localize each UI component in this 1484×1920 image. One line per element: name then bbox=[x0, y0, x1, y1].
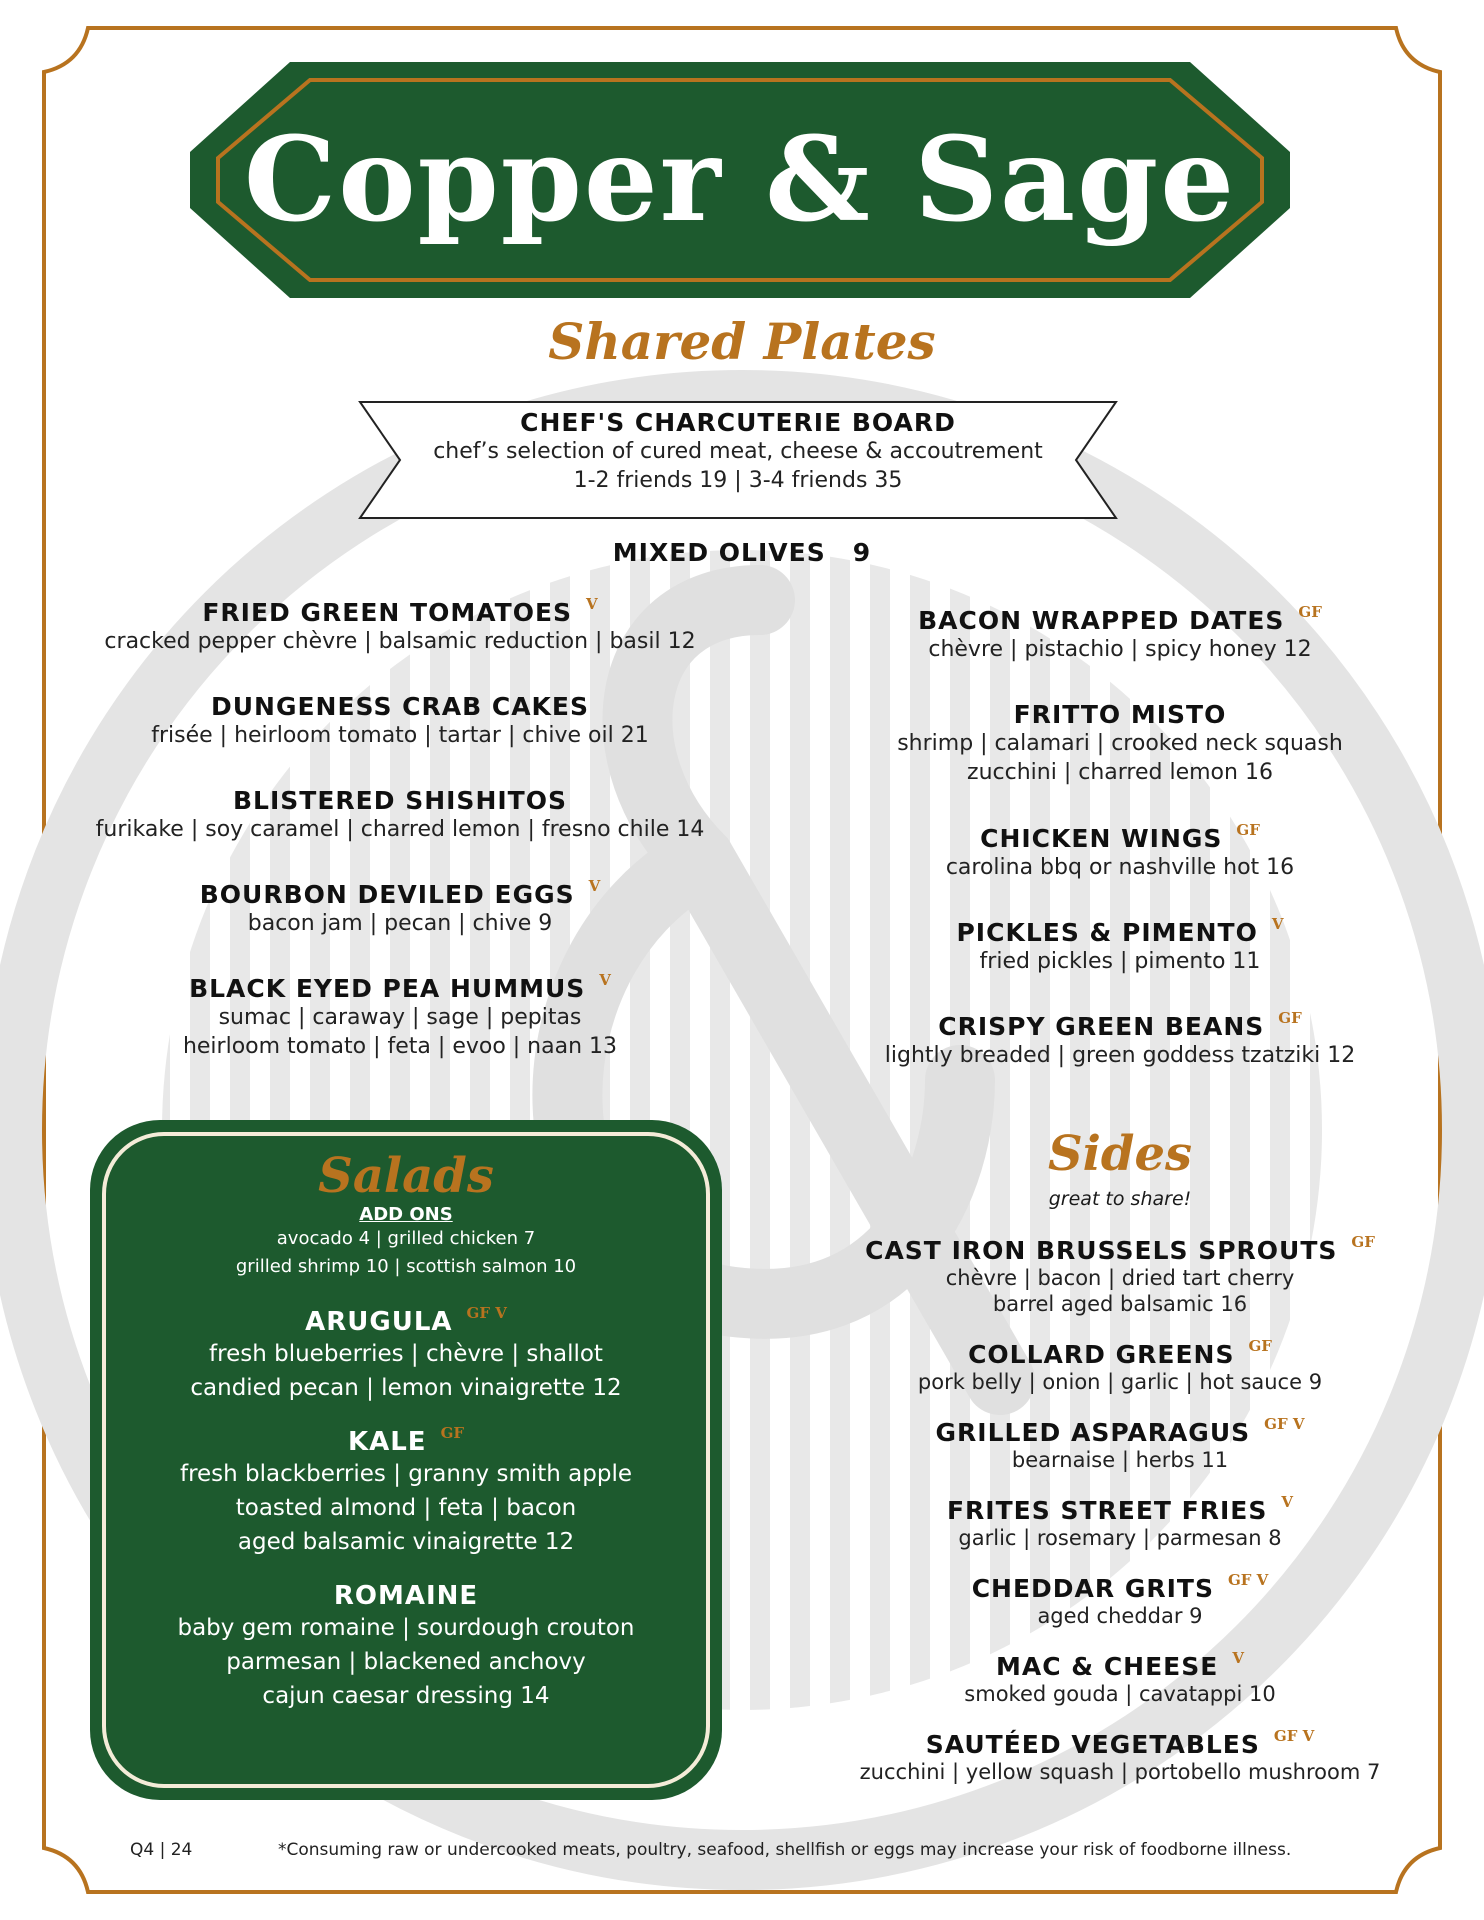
item-desc: toasted almond | feta | bacon bbox=[235, 1495, 577, 1521]
item-desc: aged cheddar 9 bbox=[1037, 1604, 1203, 1628]
item-desc: aged balsamic vinaigrette 12 bbox=[237, 1529, 575, 1555]
salads-title: Salads bbox=[318, 1148, 494, 1204]
item-desc: baby gem romaine | sourdough crouton bbox=[177, 1615, 635, 1641]
diet-tag: V bbox=[1232, 1649, 1244, 1667]
item-desc: garlic | rosemary | parmesan 8 bbox=[958, 1526, 1282, 1550]
charcuterie-item bbox=[358, 408, 1118, 495]
item-name: KALE bbox=[347, 1427, 427, 1457]
item-desc: smoked gouda | cavatappi 10 bbox=[964, 1682, 1276, 1706]
diet-tag: V bbox=[1271, 915, 1284, 933]
sides-subtitle: great to share! bbox=[1048, 1188, 1192, 1210]
diet-tag: GF bbox=[1278, 1009, 1302, 1027]
item-name: COLLARD GREENS bbox=[968, 1340, 1235, 1369]
item-desc: heirloom tomato | feta | evoo | naan 13 bbox=[182, 1034, 618, 1059]
shared-plates-title: Shared Plates bbox=[548, 312, 936, 371]
diet-tag: GF V bbox=[466, 1304, 507, 1322]
menu-item bbox=[840, 1571, 1400, 1629]
item-name: PICKLES & PIMENTO bbox=[956, 918, 1258, 947]
menu-item bbox=[840, 821, 1400, 882]
item-name: BLACK EYED PEA HUMMUS bbox=[189, 974, 586, 1003]
item-name: BACON WRAPPED DATES bbox=[918, 606, 1285, 635]
salads-section bbox=[88, 1118, 724, 1713]
menu-item bbox=[80, 877, 720, 938]
item-desc: bacon jam | pecan | chive 9 bbox=[247, 911, 553, 936]
diet-tag: GF V bbox=[1227, 1571, 1269, 1589]
season-code: Q4 | 24 bbox=[130, 1840, 193, 1860]
item-name: GRILLED ASPARAGUS bbox=[935, 1418, 1251, 1447]
menu-item bbox=[840, 1337, 1400, 1395]
item-desc: lightly breaded | green goddess tzatziki 12 bbox=[884, 1043, 1356, 1068]
item-price: 1-2 friends 19 | 3-4 friends 35 bbox=[573, 468, 903, 493]
diet-tag: GF bbox=[440, 1424, 465, 1442]
addons-line: grilled shrimp 10 | scottish salmon 10 bbox=[235, 1256, 577, 1277]
item-desc: zucchini | yellow squash | portobello mushroom 7 bbox=[859, 1760, 1381, 1784]
item-desc: bearnaise | herbs 11 bbox=[1011, 1448, 1229, 1472]
menu-item bbox=[80, 971, 720, 1061]
food-safety-disclaimer: *Consuming raw or undercooked meats, poultry, seafood, shellfish or eggs may increase your risk of foodborne illness. bbox=[278, 1840, 1292, 1860]
item-desc: parmesan | blackened anchovy bbox=[226, 1649, 586, 1675]
item-name: CRISPY GREEN BEANS bbox=[938, 1012, 1265, 1041]
menu-item bbox=[840, 915, 1400, 976]
item-desc: cracked pepper chèvre | balsamic reduction | basil 12 bbox=[104, 629, 696, 654]
item-desc: pork belly | onion | garlic | hot sauce 9 bbox=[917, 1370, 1323, 1394]
menu-item bbox=[840, 1233, 1400, 1317]
item-desc: zucchini | charred lemon 16 bbox=[967, 760, 1273, 785]
diet-tag: V bbox=[1281, 1493, 1294, 1511]
item-name: MAC & CHEESE bbox=[996, 1652, 1219, 1681]
item-desc: frisée | heirloom tomato | tartar | chive oil 21 bbox=[151, 723, 649, 748]
diet-tag: GF bbox=[1298, 603, 1322, 621]
menu-item bbox=[840, 1727, 1400, 1785]
item-desc: shrimp | calamari | crooked neck squash bbox=[897, 731, 1343, 756]
item-desc: candied pecan | lemon vinaigrette 12 bbox=[190, 1375, 622, 1401]
diet-tag: GF bbox=[1351, 1233, 1375, 1251]
item-name: SAUTÉED VEGETABLES bbox=[925, 1730, 1260, 1759]
item-name: CAST IRON BRUSSELS SPROUTS bbox=[865, 1236, 1338, 1265]
diet-tag: V bbox=[599, 971, 611, 989]
menu-item bbox=[840, 1009, 1400, 1070]
menu-item bbox=[80, 692, 720, 750]
item-name: BLISTERED SHISHITOS bbox=[233, 786, 567, 815]
item-name: ROMAINE bbox=[333, 1581, 479, 1611]
item-desc: chèvre | pistachio | spicy honey 12 bbox=[928, 637, 1312, 662]
item-name: CHICKEN WINGS bbox=[980, 824, 1223, 853]
addons-label: ADD ONS bbox=[359, 1204, 453, 1225]
diet-tag: GF bbox=[1236, 821, 1260, 839]
item-name: FRITES STREET FRIES bbox=[946, 1496, 1268, 1525]
addons-line: avocado 4 | grilled chicken 7 bbox=[276, 1228, 536, 1249]
menu-item bbox=[840, 1493, 1400, 1551]
item-desc: fresh blueberries | chèvre | shallot bbox=[209, 1341, 603, 1367]
item-desc: fried pickles | pimento 11 bbox=[979, 949, 1261, 974]
sides-title: Sides bbox=[1047, 1126, 1193, 1182]
item-name: DUNGENESS CRAB CAKES bbox=[210, 692, 590, 721]
item-desc: carolina bbq or nashville hot 16 bbox=[945, 855, 1295, 880]
salad-item bbox=[88, 1424, 724, 1559]
item-name: FRIED GREEN TOMATOES bbox=[202, 598, 573, 627]
item-desc: barrel aged balsamic 16 bbox=[992, 1292, 1248, 1316]
item-name: FRITTO MISTO bbox=[1013, 700, 1227, 729]
diet-tag: GF V bbox=[1273, 1727, 1315, 1745]
item-desc: fresh blackberries | granny smith apple bbox=[179, 1461, 632, 1487]
item-name: CHEF'S CHARCUTERIE BOARD bbox=[520, 408, 956, 437]
menu-item bbox=[840, 603, 1400, 664]
menu-item bbox=[80, 595, 720, 656]
diet-tag: GF V bbox=[1264, 1415, 1305, 1433]
item-price: 9 bbox=[852, 538, 872, 567]
mixed-olives-item bbox=[560, 538, 924, 567]
diet-tag: V bbox=[586, 595, 598, 613]
salad-item bbox=[88, 1581, 724, 1713]
item-desc: sumac | caraway | sage | pepitas bbox=[218, 1005, 582, 1030]
menu-item bbox=[840, 1649, 1400, 1707]
salad-item bbox=[88, 1304, 724, 1405]
item-name: ARUGULA bbox=[305, 1307, 453, 1337]
item-name: BOURBON DEVILED EGGS bbox=[199, 880, 575, 909]
logo-wordmark: Copper & Sage bbox=[243, 112, 1237, 248]
item-name: MIXED OLIVES bbox=[612, 538, 826, 567]
menu-item bbox=[80, 786, 720, 844]
item-desc: furikake | soy caramel | charred lemon | fresno chile 14 bbox=[95, 817, 705, 842]
menu-item bbox=[840, 1415, 1400, 1473]
item-desc: chef’s selection of cured meat, cheese & accoutrement bbox=[433, 439, 1043, 464]
item-desc: cajun caesar dressing 14 bbox=[262, 1683, 550, 1709]
menu-item bbox=[840, 700, 1400, 787]
diet-tag: GF bbox=[1248, 1337, 1272, 1355]
item-name: CHEDDAR GRITS bbox=[971, 1574, 1214, 1603]
diet-tag: V bbox=[588, 877, 601, 895]
item-desc: chèvre | bacon | dried tart cherry bbox=[945, 1266, 1295, 1290]
